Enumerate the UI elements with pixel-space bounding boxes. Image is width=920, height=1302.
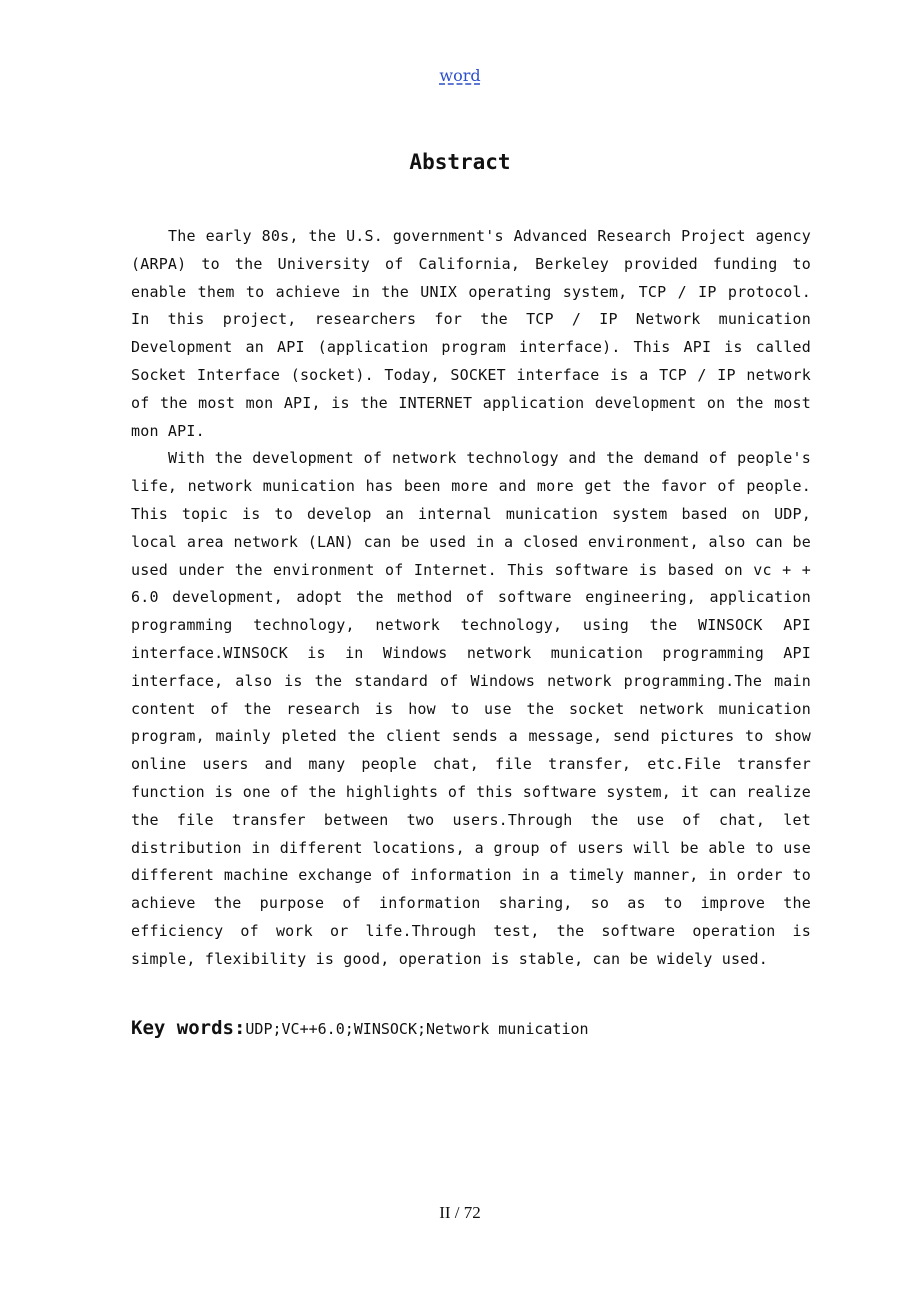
keywords-value: UDP;VC++6.0;WINSOCK;Network munication	[245, 1020, 589, 1038]
abstract-body	[131, 223, 811, 974]
abstract-paragraph-2: With the development of network technology and the demand of people's life, network munication has been more and more get the favor of people. This topic is to develop an internal munication system based on UDP, local area network (LAN) can be used in a closed environment, also can be used under the environment of Internet. This software is based on vc + + 6.0 development, adopt the method of software engineering, application programming technology, network technology, using the WINSOCK API interface.WINSOCK is in Windows network munication programming API interface, also is the standard of Windows network programming.The main content of the research is how to use the socket network munication program, mainly pleted the client sends a message, send pictures to show online users and many people chat, file transfer, etc.File transfer function is one of the highlights of this software system, it can realize the file transfer between two users.Through the use of chat, let distribution in different locations, a group of users will be able to use different machine exchange of information in a timely manner, in order to achieve the purpose of information sharing, so as to improve the efficiency of work or life.Through test, the software operation is simple, flexibility is good, operation is stable, can be widely used.	[131, 449, 811, 968]
page-title: Abstract	[409, 150, 511, 174]
keywords-label: Key words:	[131, 1017, 246, 1039]
page-number: II / 72	[439, 1203, 481, 1222]
word-link[interactable]: word	[439, 66, 481, 85]
abstract-paragraph-1: The early 80s, the U.S. government's Advanced Research Project agency (ARPA) to the University of California, Berkeley provided funding to enable them to achieve in the UNIX operating system, TCP / IP protocol. In this project, researchers for the TCP / IP Network munication Development an API (application program interface). This API is called Socket Interface (socket). Today, SOCKET interface is a TCP / IP network of the most mon API, is the INTERNET application development on the most mon API.	[131, 227, 811, 440]
keywords-line	[131, 1014, 811, 1043]
header	[0, 66, 920, 85]
